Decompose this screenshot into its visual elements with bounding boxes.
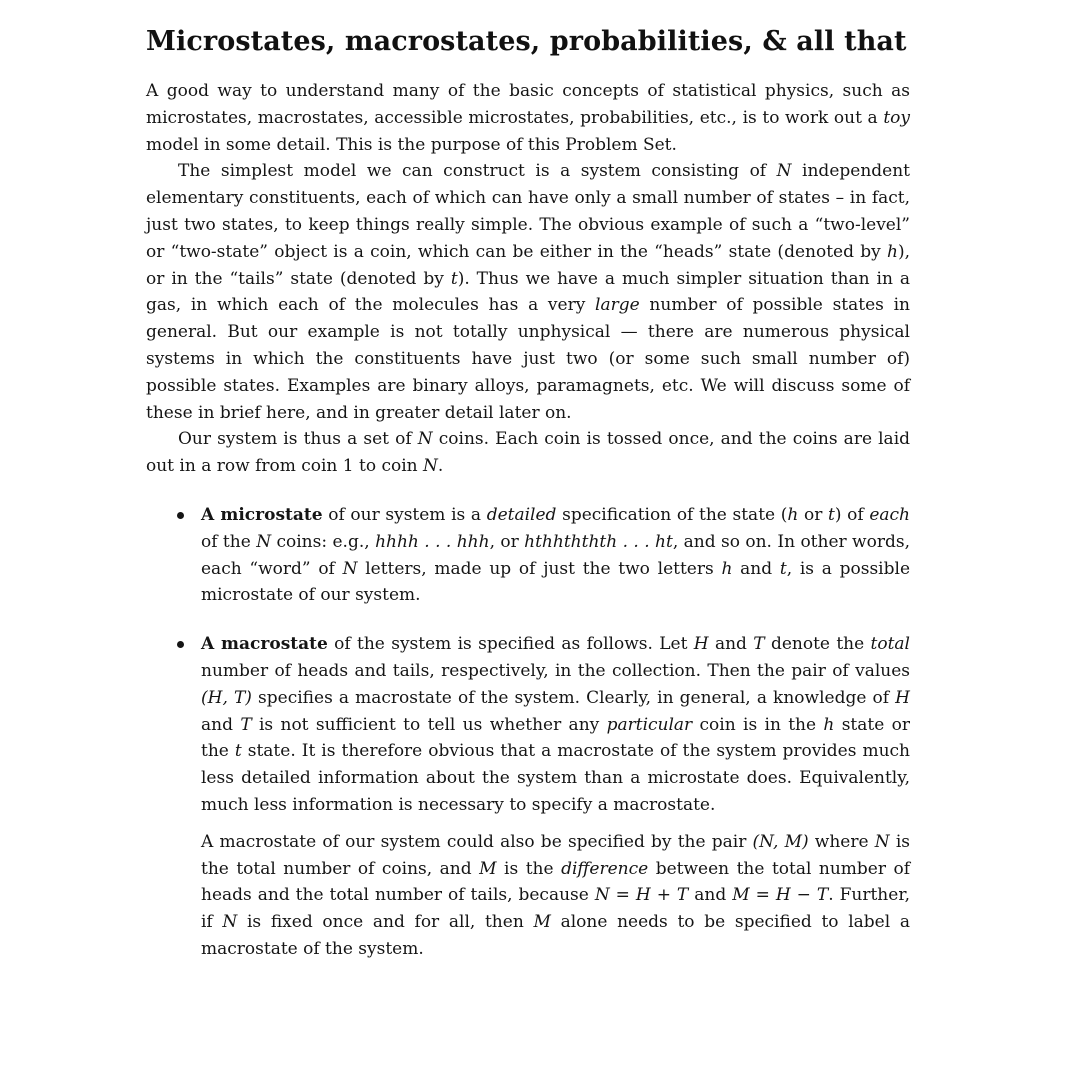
math-N: N: [222, 912, 238, 933]
math-t: t: [779, 558, 787, 579]
text-run: and: [688, 885, 733, 906]
text-run: is the: [496, 858, 562, 879]
term-microstate: A microstate: [201, 504, 323, 525]
text-run: and: [708, 634, 754, 655]
emphasis-difference: difference: [561, 858, 649, 879]
text-run: .: [437, 456, 444, 477]
text-run: number of possible states in general. But our example is not totally unphysical — there are numerous physical systems in which the constituents have just two (or some such small number of) possible states. Examples are binary alloys, paramagnets, etc. We will discuss some of these in brief here, and in greater detail later on.: [146, 295, 910, 423]
text-run: number of heads and tails, respectively, in the collection. Then the pair of values: [201, 660, 910, 681]
math-equation-difference: M = H − T: [732, 885, 829, 906]
math-T: T: [753, 634, 765, 655]
text-run: letters, made up of just the two letters: [357, 558, 722, 579]
term-macrostate: A macrostate: [201, 634, 328, 655]
macrostate-definition: [201, 631, 910, 819]
text-run: A macrostate of our system could also be specified by the pair: [201, 831, 753, 852]
macrostate-item: [146, 631, 910, 963]
text-run: ). Thus we have a much simpler situation than in a gas, in which each of the molecules has a very: [146, 268, 910, 316]
microstate-definition: [201, 502, 910, 609]
text-run: is fixed once and for all, then: [237, 912, 534, 933]
text-run: coins. Each coin is tossed once, and the coins are laid out in a row from coin 1 to coin: [146, 429, 911, 477]
text-run: state or the: [201, 714, 910, 762]
text-run: . Further, if: [201, 885, 910, 933]
text-run: coins: e.g.,: [271, 531, 376, 552]
math-pair-NM: (N, M): [752, 831, 809, 852]
math-N: N: [417, 429, 433, 450]
math-example-hth: hthhththth . . . ht: [524, 531, 673, 552]
math-h: h: [721, 558, 733, 579]
document-page: [146, 24, 910, 985]
math-N: N: [776, 161, 792, 182]
text-run: , and so on. In other words, each “word” of: [201, 531, 910, 579]
text-run: specification of the state (: [556, 504, 788, 525]
math-T: T: [240, 714, 252, 735]
math-equation-sum: N = H + T: [594, 885, 689, 906]
text-run: alone needs to be specified to label a macrostate of the system.: [201, 912, 910, 959]
text-run: , or: [489, 531, 525, 552]
emphasis-detailed: detailed: [486, 504, 557, 525]
text-run: model in some detail. This is the purpose of this Problem Set.: [146, 134, 677, 155]
math-t: t: [828, 504, 835, 525]
math-M: M: [479, 858, 497, 879]
definition-list: [146, 502, 910, 963]
model-paragraph: [146, 158, 910, 426]
text-run: A good way to understand many of the basic concepts of statistical physics, such as microstates, macrostates, accessible microstates, probabilities, etc., is to work out a: [146, 81, 910, 128]
math-t: t: [450, 268, 458, 289]
math-H: H: [895, 687, 910, 708]
emphasis-particular: particular: [606, 714, 693, 735]
math-example-hhh: hhhh . . . hhh: [375, 531, 490, 552]
document-title: Microstates, macrostates, probabilities, & all that: [146, 26, 907, 57]
intro-paragraph: [146, 78, 910, 158]
bullet-icon: [177, 641, 184, 648]
math-H: H: [693, 634, 709, 655]
text-run: between the total number of heads and the total number of tails, because: [201, 858, 911, 906]
math-h: h: [823, 714, 835, 735]
math-N: N: [256, 531, 272, 552]
bullet-icon: [177, 512, 184, 519]
text-run: specifies a macrostate of the system. Clearly, in general, a knowledge of: [251, 687, 896, 708]
text-run: is the total number of coins, and: [201, 831, 910, 879]
text-run: of the system is specified as follows. Let: [327, 634, 694, 655]
emphasis-total: total: [870, 634, 910, 655]
text-run: ) of: [834, 504, 870, 525]
text-run: , is a possible microstate of our system.: [201, 558, 910, 606]
math-N: N: [423, 456, 438, 477]
emphasis-toy: toy: [883, 107, 910, 128]
text-run: of our system is a: [322, 504, 487, 525]
text-run: where: [808, 831, 875, 852]
text-run: and: [732, 558, 780, 579]
text-run: is not sufficient to tell us whether any: [251, 714, 607, 735]
text-run: independent elementary constituents, each of which can have only a small number of states – in fact, just two states, to keep things really simple. The obvious example of such a “two-level” or “two-state” object is a coin, which can be either in the “heads” state (denoted by: [146, 161, 910, 262]
text-run: state. It is therefore obvious that a macrostate of the system provides much less detailed information about the system than a microstate does. Equivalently, much less information is necessary to specify a macrostate.: [201, 741, 911, 815]
text-run: ), or in the “tails” state (denoted by: [146, 241, 910, 289]
math-h: h: [787, 504, 799, 525]
math-N: N: [342, 558, 358, 579]
emphasis-large: large: [595, 295, 640, 316]
math-N: N: [874, 831, 890, 852]
text-run: or: [798, 504, 829, 525]
text-run: Our system is thus a set of: [178, 429, 418, 450]
text-run: coin is in the: [692, 714, 824, 735]
text-run: and: [201, 714, 241, 735]
math-M: M: [533, 912, 551, 933]
text-run: of the: [201, 531, 257, 552]
emphasis-each: each: [869, 504, 911, 525]
text-run: denote the: [764, 634, 871, 655]
math-pair-HT: (H, T): [201, 687, 252, 708]
macrostate-alternative: [201, 829, 910, 963]
microstate-item: [146, 502, 910, 609]
text-run: The simplest model we can construct is a system consisting of: [178, 161, 777, 182]
system-paragraph: [146, 426, 910, 480]
math-t: t: [234, 741, 242, 762]
math-h: h: [887, 241, 898, 262]
